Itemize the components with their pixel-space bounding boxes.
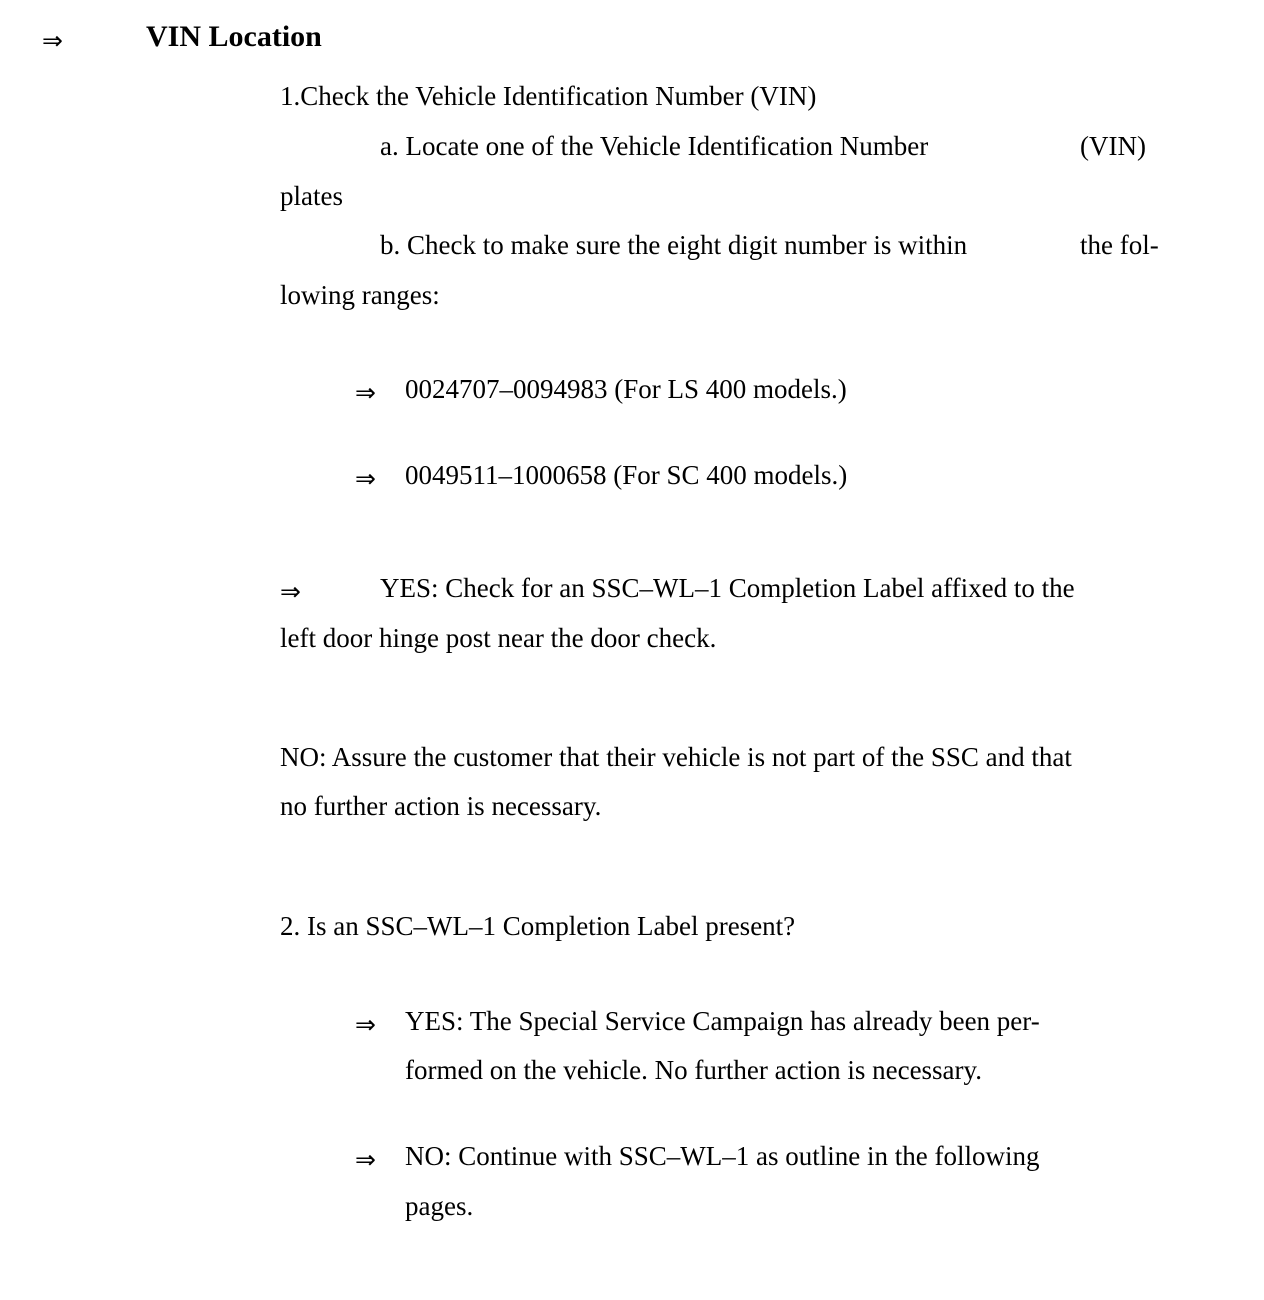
- step1a-text-right: (VIN): [1080, 131, 1146, 161]
- step1a-text: a. Locate one of the Vehicle Identification Number: [380, 131, 929, 161]
- yes-arrow-icon: ⇒: [280, 577, 301, 606]
- yes-answer-text: YES: The Special Service Campaign has already been per-: [405, 1006, 1040, 1036]
- yes-answer-text-cont: left door hinge post near the door check.: [280, 623, 717, 653]
- step1b-text-right: the fol-: [1080, 230, 1159, 260]
- range-item: 0049511–1000658 (For SC 400 models.): [405, 460, 848, 490]
- no-arrow-icon: ⇒: [355, 1145, 376, 1174]
- yes-arrow-icon: ⇒: [355, 1010, 376, 1039]
- yes-answer-text-cont: formed on the vehicle. No further action is necessary.: [405, 1055, 983, 1085]
- heading-arrow-icon: ⇒: [42, 26, 63, 55]
- step2-title: 2. Is an SSC–WL–1 Completion Label present?: [280, 911, 796, 941]
- step1a-text-cont: plates: [280, 181, 343, 211]
- page-title: VIN Location: [146, 20, 322, 53]
- no-answer-text-cont: no further action is necessary.: [280, 791, 602, 821]
- no-answer-text: NO: Continue with SSC–WL–1 as outline in the following: [405, 1141, 1040, 1171]
- range-arrow-icon: ⇒: [355, 378, 376, 407]
- yes-answer-text: YES: Check for an SSC–WL–1 Completion Label affixed to the: [380, 573, 1075, 603]
- step1-title: 1.Check the Vehicle Identification Number (VIN): [280, 81, 817, 111]
- step1b-text: b. Check to make sure the eight digit number is within: [380, 230, 968, 260]
- no-answer-text-cont: pages.: [405, 1191, 474, 1221]
- range-arrow-icon: ⇒: [355, 464, 376, 493]
- step1b-text-cont: lowing ranges:: [280, 280, 440, 310]
- range-item: 0024707–0094983 (For LS 400 models.): [405, 374, 847, 404]
- no-answer-text: NO: Assure the customer that their vehicle is not part of the SSC and that: [280, 742, 1072, 772]
